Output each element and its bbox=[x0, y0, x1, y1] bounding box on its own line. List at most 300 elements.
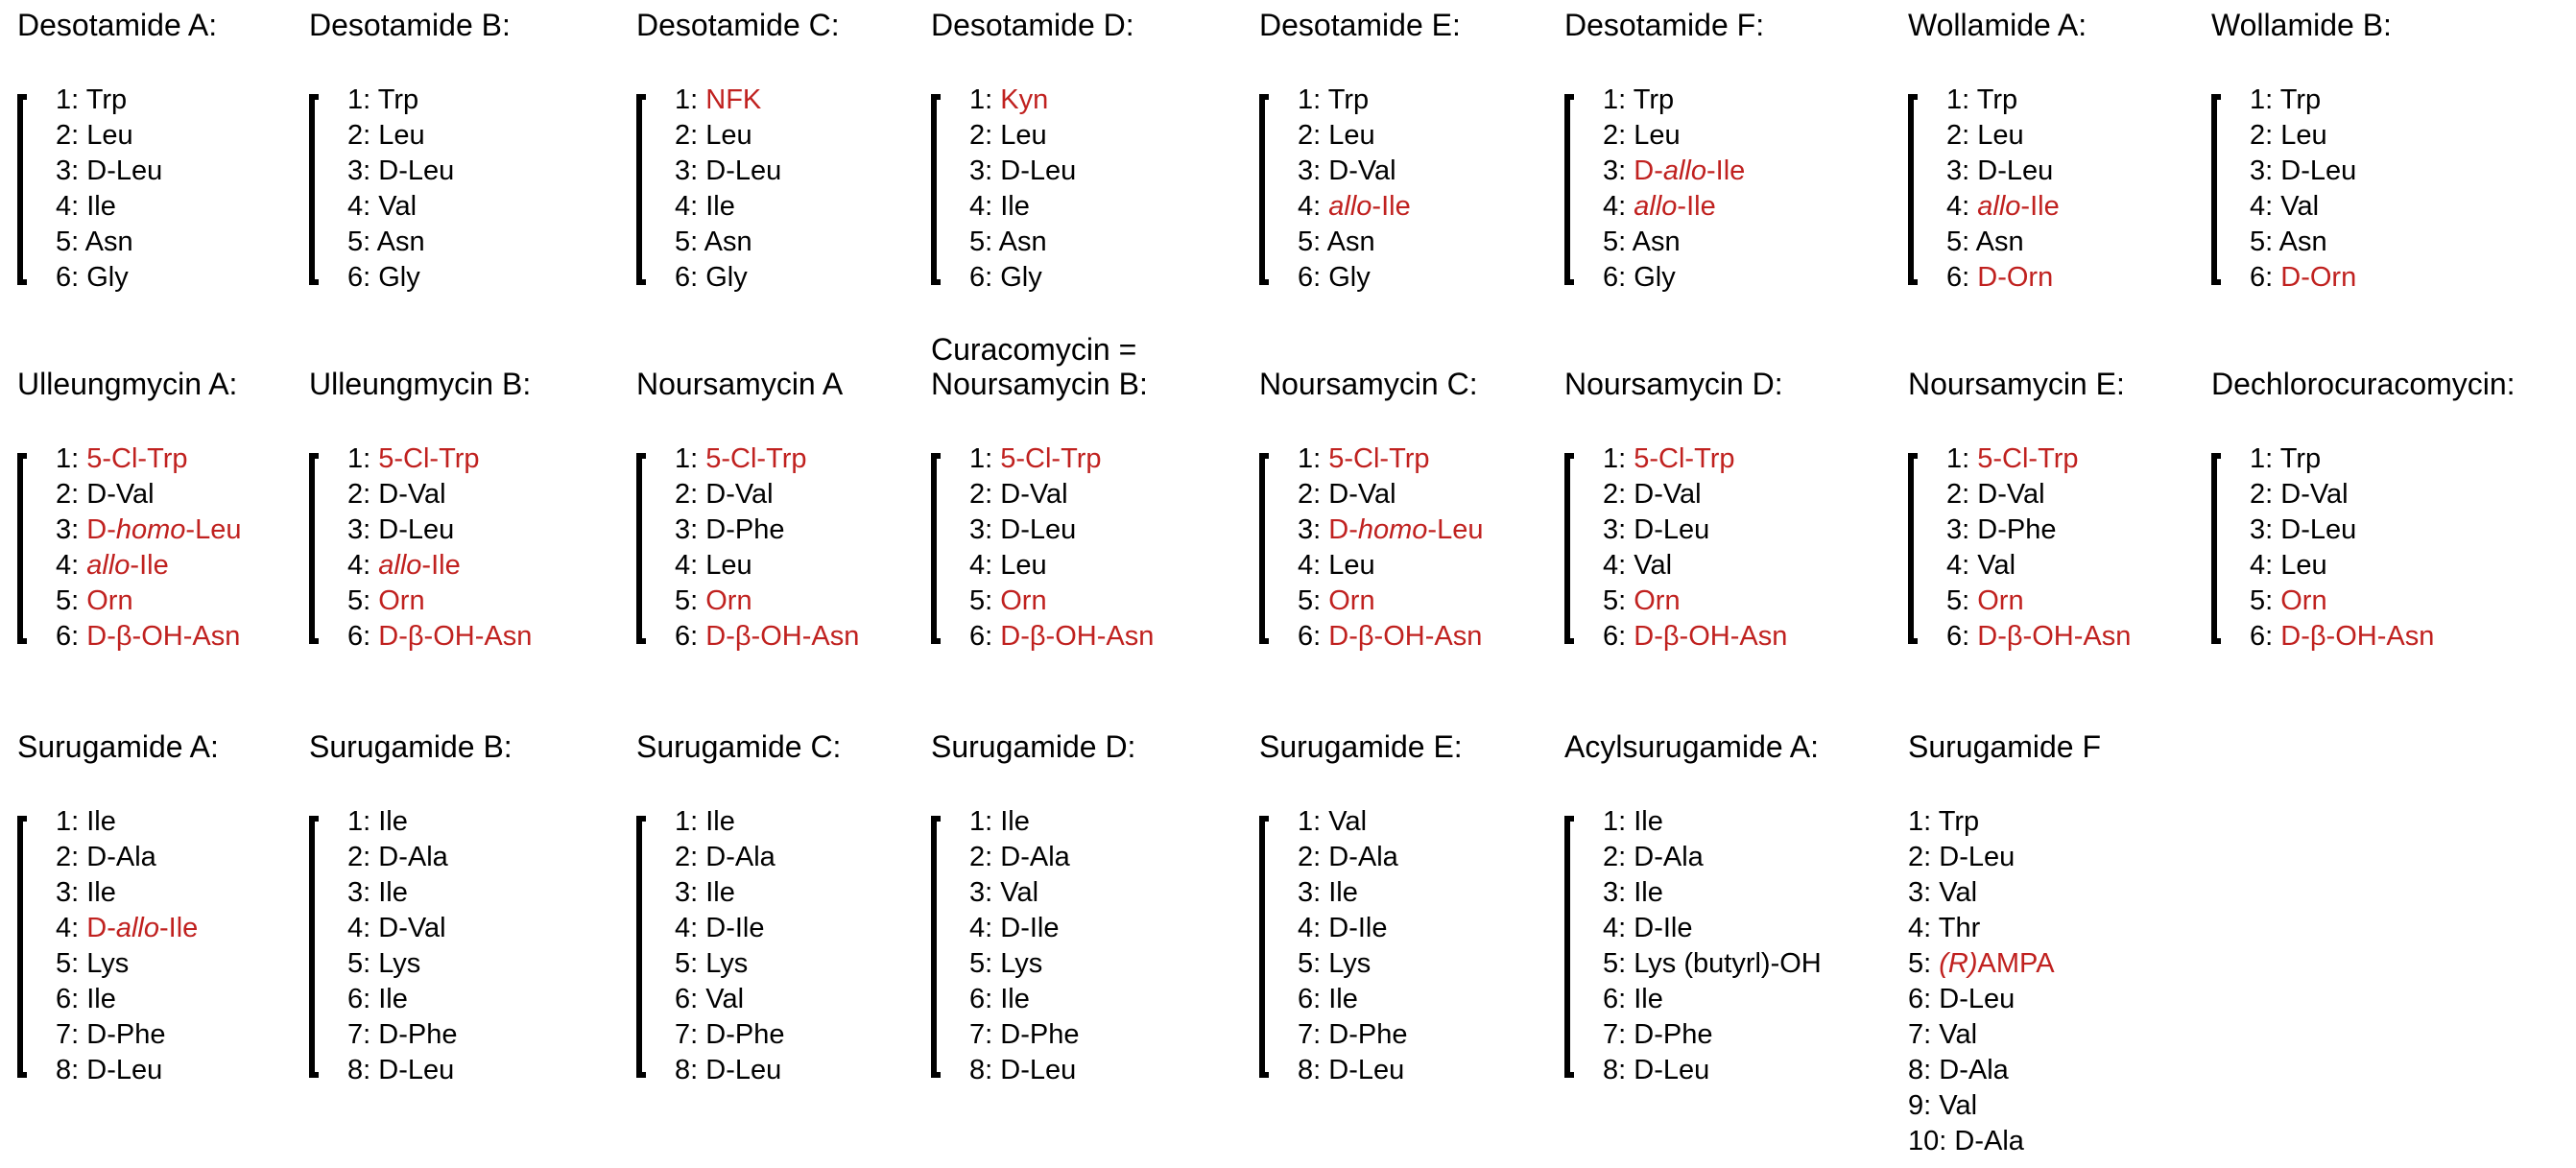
residue-position: 4: bbox=[1946, 191, 1970, 222]
residue-name-part: Gly bbox=[1634, 262, 1676, 293]
residue-name-part: Ile bbox=[1634, 877, 1663, 908]
residue-position: 4: bbox=[56, 191, 80, 222]
residue-position: 4: bbox=[56, 550, 80, 581]
residue-position: 3: bbox=[675, 877, 699, 908]
residue-name bbox=[378, 842, 448, 872]
residue-name bbox=[86, 84, 127, 115]
residue-name-part: Asn bbox=[84, 226, 133, 257]
residue bbox=[1298, 83, 1369, 117]
residue bbox=[1298, 584, 1375, 618]
residue bbox=[1946, 548, 2015, 583]
residue-name bbox=[1634, 514, 1709, 545]
residue-name-part: Ile bbox=[1000, 191, 1030, 222]
compound-title: Noursamycin E: bbox=[1908, 367, 2125, 401]
residue-position: 4: bbox=[1298, 913, 1322, 943]
residue-name-part: Leu bbox=[378, 120, 425, 151]
residue-position: 4: bbox=[2250, 550, 2274, 581]
residue-name bbox=[1634, 120, 1680, 151]
residue bbox=[969, 441, 1102, 476]
residue bbox=[56, 154, 162, 188]
modified-residue-name bbox=[1634, 585, 1680, 616]
residue-position: 3: bbox=[56, 155, 80, 186]
residue-name-part: D-Phe bbox=[378, 1019, 458, 1050]
residue-name bbox=[1977, 550, 2015, 581]
residue-position: 7: bbox=[1908, 1019, 1932, 1050]
residue-name bbox=[1634, 84, 1674, 115]
residue bbox=[969, 804, 1030, 839]
residue-position: 1: bbox=[1603, 806, 1627, 837]
modified-residue-name bbox=[86, 443, 187, 474]
ring-bracket bbox=[17, 816, 27, 1078]
residue bbox=[1946, 584, 2024, 618]
residue bbox=[2250, 548, 2327, 583]
residue-name bbox=[1000, 191, 1030, 222]
residue-position: 4: bbox=[347, 550, 371, 581]
ring-bracket bbox=[931, 94, 941, 285]
ring-bracket bbox=[1564, 816, 1574, 1078]
residue-name bbox=[1328, 479, 1395, 510]
residue-name-part: Thr bbox=[1938, 913, 1981, 943]
modified-residue-name bbox=[1634, 155, 1745, 186]
residue-position: 5: bbox=[1946, 585, 1970, 616]
residue-name bbox=[1328, 948, 1371, 979]
residue bbox=[2250, 477, 2349, 512]
residue-name bbox=[378, 84, 418, 115]
residue-name-part: Ile bbox=[86, 984, 116, 1014]
residue-name-part: D-Leu bbox=[86, 155, 163, 186]
residue-position: 2: bbox=[1908, 842, 1932, 872]
ring-bracket bbox=[1908, 94, 1918, 285]
residue-name-part: 5-Cl-Trp bbox=[705, 443, 807, 474]
residue-position: 6: bbox=[969, 262, 993, 293]
residue bbox=[1603, 619, 1787, 654]
residue-position: 6: bbox=[56, 262, 80, 293]
residue-name-part: Trp bbox=[2279, 84, 2322, 115]
compound-title: Desotamide A: bbox=[17, 8, 218, 42]
residue bbox=[347, 118, 425, 153]
modified-residue-name bbox=[705, 84, 761, 115]
residue-name-part: 5-Cl-Trp bbox=[86, 443, 188, 474]
residue-name-part: D-Ile bbox=[1328, 913, 1388, 943]
residue-name-part: Ile bbox=[705, 806, 735, 837]
residue-name bbox=[1000, 155, 1076, 186]
modified-residue-name bbox=[1000, 621, 1154, 652]
residue-name bbox=[1000, 877, 1038, 908]
residue-position: 3: bbox=[1298, 514, 1322, 545]
residue-name-part: D-Phe bbox=[705, 1019, 785, 1050]
residue-name bbox=[1634, 479, 1701, 510]
residue-name-part: 5-Cl-Trp bbox=[1977, 443, 2079, 474]
residue-name-part: Trp bbox=[1976, 84, 2018, 115]
residue-name-part: AMPA bbox=[1977, 948, 2055, 979]
residue bbox=[347, 946, 420, 981]
residue-name bbox=[378, 514, 454, 545]
residue-name-part: D-Leu bbox=[1000, 514, 1077, 545]
residue-position: 2: bbox=[1298, 120, 1322, 151]
residue-name-part: Val bbox=[1939, 1090, 1978, 1121]
residue-position: 2: bbox=[2250, 120, 2274, 151]
residue-name-part: Leu bbox=[1000, 550, 1047, 581]
residue-name bbox=[86, 120, 132, 151]
residue-name-italic-part: allo bbox=[378, 550, 422, 581]
ring-bracket bbox=[1259, 94, 1269, 285]
modified-residue-name bbox=[2280, 585, 2326, 616]
modified-residue-name bbox=[1000, 443, 1101, 474]
residue bbox=[2250, 584, 2327, 618]
residue-name-part: D-Phe bbox=[1634, 1019, 1713, 1050]
residue-name bbox=[1977, 120, 2023, 151]
ring-bracket bbox=[931, 453, 941, 644]
residue-name-part: D-Ala bbox=[1000, 842, 1070, 872]
residue bbox=[347, 619, 532, 654]
residue-name-part: D-Leu bbox=[378, 155, 455, 186]
residue-name-part: -Ile bbox=[1677, 191, 1716, 222]
modified-residue-name bbox=[1939, 948, 2054, 979]
residue-name-part: D-Leu bbox=[705, 155, 782, 186]
residue-name-part: Leu bbox=[1977, 120, 2024, 151]
residue-name-part: Trp bbox=[1327, 84, 1370, 115]
ring-bracket bbox=[931, 816, 941, 1078]
residue-position: 3: bbox=[1946, 514, 1970, 545]
residue bbox=[969, 911, 1059, 945]
residue-name bbox=[1000, 1055, 1076, 1085]
residue-position: 4: bbox=[347, 191, 371, 222]
residue-name bbox=[1328, 1019, 1407, 1050]
residue-position: 2: bbox=[1603, 842, 1627, 872]
residue-name-part: Val bbox=[378, 191, 417, 222]
residue-name-part: D-Leu bbox=[1328, 1055, 1405, 1085]
residue bbox=[1298, 982, 1358, 1016]
residue-name-part: D-Phe bbox=[1977, 514, 2057, 545]
modified-residue-name bbox=[2280, 621, 2434, 652]
ring-bracket bbox=[636, 94, 646, 285]
residue bbox=[1298, 512, 1483, 547]
residue bbox=[969, 946, 1042, 981]
residue-name-italic-part: allo bbox=[1328, 191, 1372, 222]
residue bbox=[1946, 225, 2024, 259]
residue bbox=[1298, 911, 1387, 945]
residue-name-part: -Ile bbox=[1706, 155, 1746, 186]
residue bbox=[1908, 982, 2015, 1016]
residue-name-part: Asn bbox=[704, 226, 752, 257]
residue bbox=[1946, 189, 2060, 224]
residue bbox=[1603, 225, 1681, 259]
residue bbox=[347, 804, 408, 839]
residue-name-part: Leu bbox=[2280, 120, 2327, 151]
residue-position: 1: bbox=[56, 443, 80, 474]
residue-name-part: Ile bbox=[705, 877, 735, 908]
residue bbox=[347, 225, 425, 259]
residue bbox=[675, 548, 752, 583]
residue-name bbox=[1000, 1019, 1079, 1050]
residue-position: 3: bbox=[1603, 155, 1627, 186]
residue bbox=[2250, 441, 2321, 476]
residue bbox=[56, 875, 116, 910]
residue-position: 7: bbox=[969, 1019, 993, 1050]
residue-name bbox=[1327, 226, 1375, 257]
residue-position: 8: bbox=[1603, 1055, 1627, 1085]
compound-title: Surugamide B: bbox=[309, 729, 513, 764]
residue-name bbox=[378, 155, 454, 186]
residue-position: 1: bbox=[969, 806, 993, 837]
residue-position: 6: bbox=[1603, 984, 1627, 1014]
residue-position: 4: bbox=[2250, 191, 2274, 222]
residue-position: 4: bbox=[1603, 191, 1627, 222]
residue-position: 1: bbox=[347, 84, 371, 115]
residue-position: 7: bbox=[675, 1019, 699, 1050]
residue bbox=[675, 260, 748, 295]
residue-name-part: Lys bbox=[705, 948, 749, 979]
residue-name bbox=[705, 913, 764, 943]
residue bbox=[969, 260, 1042, 295]
modified-residue-name bbox=[1328, 191, 1410, 222]
residue bbox=[1908, 1017, 1977, 1052]
residue-name-part: D-Ile bbox=[1000, 913, 1060, 943]
residue bbox=[56, 83, 127, 117]
residue-name-part: Val bbox=[705, 984, 745, 1014]
residue-name-part: Asn bbox=[1632, 226, 1681, 257]
residue-position: 6: bbox=[675, 984, 699, 1014]
residue-position: 6: bbox=[1908, 984, 1932, 1014]
ring-bracket bbox=[1564, 453, 1574, 644]
residue-position: 3: bbox=[2250, 155, 2274, 186]
residue bbox=[1298, 875, 1358, 910]
residue-name-part: D-β-OH-Asn bbox=[1000, 621, 1155, 652]
residue-name-part: 5-Cl-Trp bbox=[378, 443, 480, 474]
residue-name-part: Orn bbox=[1328, 585, 1375, 616]
residue-name bbox=[86, 877, 116, 908]
residue-position: 4: bbox=[1298, 191, 1322, 222]
residue-position: 1: bbox=[969, 84, 993, 115]
residue-name-part: Leu bbox=[1328, 120, 1375, 151]
residue-position: 6: bbox=[2250, 262, 2274, 293]
compound-title: Dechlorocuracomycin: bbox=[2211, 367, 2516, 401]
residue-name bbox=[86, 842, 156, 872]
residue-name-part: D-Orn bbox=[1977, 262, 2054, 293]
residue-position: 6: bbox=[969, 621, 993, 652]
modified-residue-name bbox=[1000, 585, 1046, 616]
residue-name bbox=[86, 806, 116, 837]
residue bbox=[969, 154, 1076, 188]
residue-name-part: Val bbox=[1977, 550, 2016, 581]
residue-name-part: Leu bbox=[705, 550, 752, 581]
residue-name bbox=[1328, 120, 1374, 151]
residue-position: 9: bbox=[1908, 1090, 1932, 1121]
ring-bracket bbox=[1908, 453, 1918, 644]
residue-name-part: D-Phe bbox=[86, 1019, 166, 1050]
residue-name bbox=[704, 226, 752, 257]
residue-position: 8: bbox=[347, 1055, 371, 1085]
residue-position: 5: bbox=[56, 585, 80, 616]
residue-name-part: Leu bbox=[1328, 550, 1375, 581]
residue-name-part: -Ile bbox=[159, 913, 199, 943]
modified-residue-name bbox=[1328, 443, 1429, 474]
ring-bracket bbox=[2211, 453, 2221, 644]
residue bbox=[56, 260, 129, 295]
residue-name bbox=[1977, 84, 2017, 115]
residue-name-part: Leu bbox=[86, 120, 133, 151]
residue bbox=[675, 1053, 781, 1087]
residue-name bbox=[1000, 806, 1030, 837]
ring-bracket bbox=[1259, 453, 1269, 644]
residue-position: 3: bbox=[675, 514, 699, 545]
modified-residue-name bbox=[2280, 262, 2356, 293]
residue-name-part: -Leu bbox=[185, 514, 242, 545]
residue-name-part: Gly bbox=[86, 262, 129, 293]
residue-name-part: -Ile bbox=[2020, 191, 2060, 222]
modified-residue-name bbox=[1328, 621, 1482, 652]
residue-name bbox=[1634, 550, 1672, 581]
residue-position: 3: bbox=[1908, 877, 1932, 908]
residue-position: 1: bbox=[1946, 443, 1970, 474]
residue-name-part: Orn bbox=[1977, 585, 2024, 616]
residue-name-part: D-Leu bbox=[2280, 155, 2357, 186]
residue bbox=[347, 911, 446, 945]
residue-position: 7: bbox=[1603, 1019, 1627, 1050]
residue-name-part: D-Val bbox=[86, 479, 155, 510]
residue-name-part: D-Val bbox=[378, 913, 446, 943]
residue-name-part: D-Leu bbox=[378, 514, 455, 545]
residue-name-part: Ile bbox=[86, 806, 116, 837]
residue-position: 4: bbox=[1603, 550, 1627, 581]
residue-name-part: D-Ala bbox=[1328, 842, 1398, 872]
residue-name-part: -Ile bbox=[421, 550, 461, 581]
residue-position: 6: bbox=[969, 984, 993, 1014]
residue-position: 5: bbox=[2250, 226, 2274, 257]
residue bbox=[56, 225, 133, 259]
residue-name bbox=[378, 913, 445, 943]
residue bbox=[56, 477, 155, 512]
residue-name bbox=[1328, 1055, 1404, 1085]
residue bbox=[1946, 619, 2131, 654]
residue-name bbox=[705, 120, 751, 151]
residue bbox=[56, 118, 133, 153]
residue-position: 2: bbox=[1603, 120, 1627, 151]
residue-name bbox=[86, 155, 162, 186]
modified-residue-name bbox=[86, 550, 168, 581]
residue bbox=[2250, 189, 2319, 224]
residue bbox=[347, 512, 454, 547]
residue-name-part: D-Ala bbox=[1954, 1126, 2024, 1156]
residue bbox=[1603, 946, 1822, 981]
residue bbox=[1946, 83, 2017, 117]
residue-name-italic-part: homo bbox=[1357, 514, 1428, 545]
residue bbox=[675, 154, 781, 188]
residue bbox=[56, 1017, 165, 1052]
residue-position: 4: bbox=[56, 913, 80, 943]
residue-name-part: -Ile bbox=[130, 550, 169, 581]
modified-residue-name bbox=[86, 621, 240, 652]
residue-name bbox=[1634, 948, 1822, 979]
residue-position: 6: bbox=[347, 984, 371, 1014]
residue-position: 2: bbox=[1298, 479, 1322, 510]
residue-name bbox=[1328, 806, 1367, 837]
compound-title: Noursamycin A bbox=[636, 367, 844, 401]
residue-position: 4: bbox=[675, 913, 699, 943]
residue bbox=[1298, 260, 1371, 295]
residue-position: 3: bbox=[1603, 514, 1627, 545]
residue-name bbox=[378, 120, 424, 151]
modified-residue-name bbox=[1328, 585, 1374, 616]
residue bbox=[675, 477, 774, 512]
residue-position: 3: bbox=[969, 877, 993, 908]
residue-name bbox=[705, 1019, 784, 1050]
residue-name-part: Orn bbox=[378, 585, 425, 616]
modified-residue-name bbox=[378, 621, 532, 652]
residue-name bbox=[378, 948, 420, 979]
residue-position: 3: bbox=[675, 155, 699, 186]
residue bbox=[347, 548, 461, 583]
residue-name bbox=[1939, 1055, 2009, 1085]
residue-name-part: 5-Cl-Trp bbox=[1000, 443, 1102, 474]
residue-name-part: Asn bbox=[1975, 226, 2024, 257]
residue-name-part: D-Leu bbox=[705, 1055, 782, 1085]
residue bbox=[347, 1053, 454, 1087]
residue-name bbox=[1977, 479, 2044, 510]
residue-name bbox=[1954, 1126, 2024, 1156]
residue-name bbox=[705, 514, 784, 545]
residue-name bbox=[378, 191, 417, 222]
residue-name-part: Lys bbox=[86, 948, 130, 979]
modified-residue-name bbox=[1328, 514, 1483, 545]
residue-name-part: Val bbox=[2280, 191, 2320, 222]
residue-name-part: -Leu bbox=[1427, 514, 1484, 545]
residue-name bbox=[1634, 842, 1704, 872]
residue bbox=[347, 189, 417, 224]
modified-residue-name bbox=[86, 514, 241, 545]
modified-residue-name bbox=[1634, 191, 1715, 222]
residue bbox=[1908, 804, 1979, 839]
compound-title: Desotamide B: bbox=[309, 8, 511, 42]
residue-position: 5: bbox=[675, 948, 699, 979]
residue-position: 6: bbox=[56, 621, 80, 652]
residue-position: 5: bbox=[347, 585, 371, 616]
residue bbox=[1946, 118, 2024, 153]
residue-position: 1: bbox=[675, 443, 699, 474]
residue-name-part: D-Ala bbox=[86, 842, 156, 872]
residue-name bbox=[86, 1019, 165, 1050]
residue-name bbox=[86, 1055, 162, 1085]
residue-name-part: Ile bbox=[86, 877, 116, 908]
residue bbox=[969, 584, 1047, 618]
residue bbox=[1908, 1124, 2024, 1158]
residue-name-part: Ile bbox=[1000, 806, 1030, 837]
residue-name bbox=[1939, 1090, 1977, 1121]
residue-position: 6: bbox=[1298, 262, 1322, 293]
residue-name bbox=[705, 1055, 781, 1085]
residue-name bbox=[2280, 479, 2348, 510]
modified-residue-name bbox=[86, 913, 198, 943]
residue-name-part: Lys bbox=[1328, 948, 1371, 979]
residue-position: 6: bbox=[1298, 621, 1322, 652]
residue-name bbox=[1977, 155, 2053, 186]
residue-position: 2: bbox=[675, 120, 699, 151]
residue-name-part: Ile bbox=[1634, 984, 1663, 1014]
residue bbox=[56, 946, 129, 981]
residue bbox=[2250, 512, 2356, 547]
residue bbox=[56, 512, 241, 547]
residue-name bbox=[378, 984, 408, 1014]
residue bbox=[1603, 875, 1663, 910]
residue-name-part: D-Val bbox=[2280, 479, 2349, 510]
residue-name-part: Ile bbox=[1328, 984, 1358, 1014]
residue-position: 3: bbox=[1603, 877, 1627, 908]
residue-name-part: Gly bbox=[1000, 262, 1042, 293]
residue-position: 1: bbox=[2250, 84, 2274, 115]
ring-bracket bbox=[1259, 816, 1269, 1078]
residue bbox=[2250, 118, 2327, 153]
residue bbox=[1603, 260, 1676, 295]
